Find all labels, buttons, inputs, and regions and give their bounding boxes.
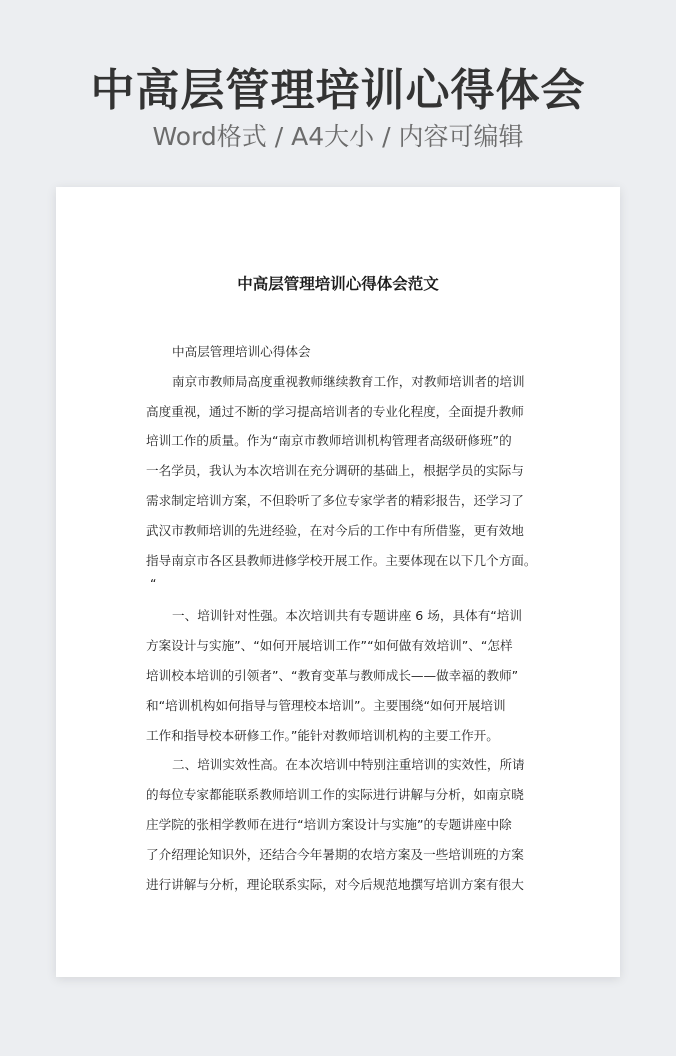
paragraph-line: 南京市教师局高度重视教师继续教育工作，对教师培训者的培训 (172, 373, 525, 389)
paragraph-line: 高度重视，通过不断的学习提高培训者的专业化程度，全面提升教师 (146, 403, 524, 419)
paragraph-line: 的每位专家都能联系教师培训工作的实际进行讲解与分析，如南京晓 (146, 787, 524, 803)
paragraph-line: 一、培训针对性强。本次培训共有专题讲座 6 场，具体有“培训 (172, 608, 522, 624)
banner-subtitle: Word格式 / A4大小 / 内容可编辑 (152, 122, 524, 151)
paragraph-line: 培训工作的质量。作为“南京市教师培训机构管理者高级研修班”的 (146, 433, 512, 449)
document-body (146, 337, 538, 899)
paragraph-line: 一名学员，我认为本次培训在充分调研的基础上，根据学员的实际与 (146, 463, 524, 479)
paragraph-line: 工作和指导校本研修工作。”能针对教师培训机构的主要工作开。 (146, 727, 499, 743)
paragraph-line: 培训校本培训的引领者”、“教育变革与教师成长——做幸福的教师” (146, 667, 519, 683)
paragraph-line: 中高层管理培训心得体会 (172, 344, 311, 359)
paragraph-line: 指导南京市各区县教师进修学校开展工作。主要体现在以下几个方面。 (146, 552, 537, 568)
paragraph-line: 庄学院的张相学教师在进行“培训方案设计与实施”的专题讲座中除 (146, 816, 512, 832)
paragraph-line: 需求制定培训方案，不但聆听了多位专家学者的精彩报告，还学习了 (146, 492, 524, 508)
paragraph-line: 二、培训实效性高。在本次培训中特别注重培训的实效性，所请 (172, 757, 525, 773)
paragraph-line: 和“培训机构如何指导与管理校本培训”。主要围绕“如何开展培训 (146, 697, 506, 713)
paragraph-line: “ (150, 576, 157, 592)
document-title: 中高层管理培训心得体会范文 (237, 275, 439, 293)
paragraph-line: 方案设计与实施”、“如何开展培训工作”“如何做有效培训”、“怎样 (146, 638, 513, 654)
paragraph-line: 武汉市教师培训的先进经验，在对今后的工作中有所借鉴，更有效地 (146, 522, 524, 538)
paragraph-line: 了介绍理论知识外，还结合今年暑期的农培方案及一些培训班的方案 (146, 846, 524, 862)
document-page (56, 187, 620, 977)
banner-title: 中高层管理培训心得体会 (90, 65, 586, 116)
paragraph-line: 进行讲解与分析，理论联系实际，对今后规范地撰写培训方案有很大 (146, 876, 524, 892)
